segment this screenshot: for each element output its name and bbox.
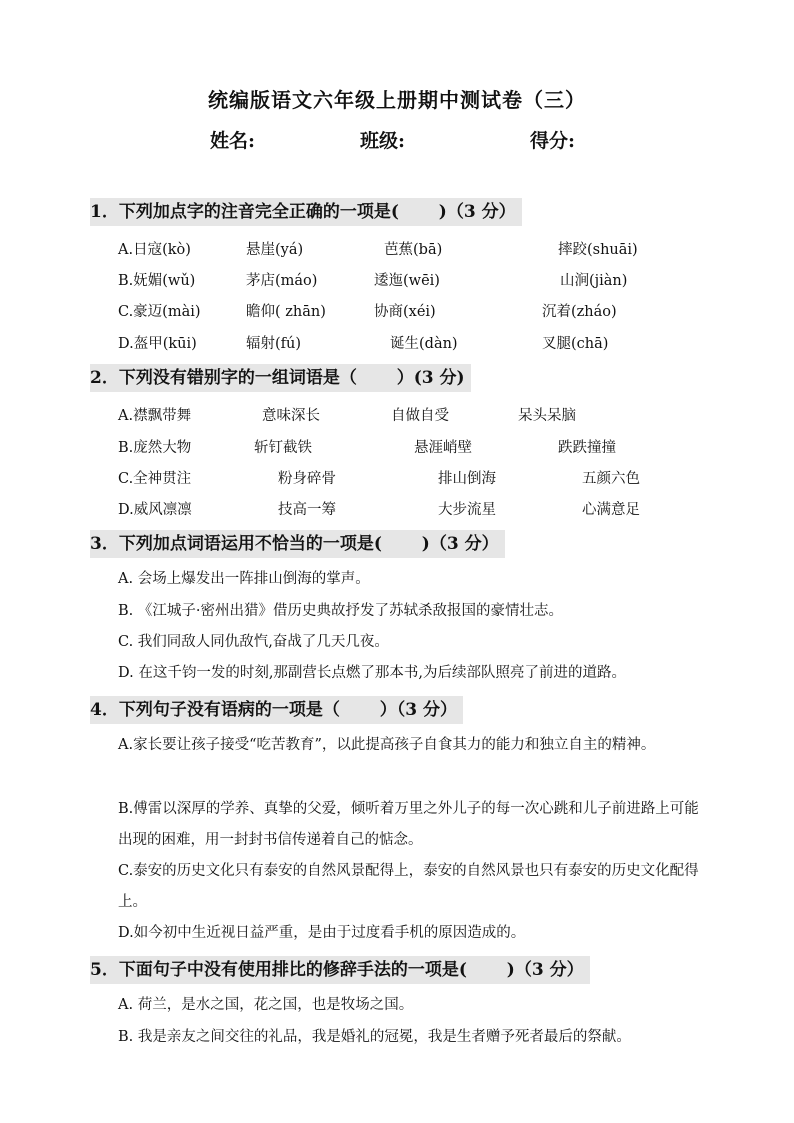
name-label: 姓名: — [210, 130, 256, 152]
question-3-stem: 3．下列加点词语运用不恰当的一项是( )（3 分） — [90, 530, 505, 558]
q2-option-c-1: C.全神贯注 — [118, 471, 192, 487]
q1-option-a-4: 摔跤(shuāi) — [558, 242, 638, 258]
q1-option-b-2: 茅店(máo) — [246, 273, 318, 289]
q1-option-c-1: C.豪迈(mài) — [118, 304, 201, 320]
q5-option-a: A. 荷兰，是水之国，花之国，也是牧场之国。 — [118, 997, 414, 1013]
q2-option-a-4: 呆头呆脑 — [518, 408, 576, 424]
q3-option-c: C. 我们同敌人同仇敌忾,奋战了几天几夜。 — [118, 634, 389, 650]
q2-option-a-1: A.襟飘带舞 — [118, 408, 192, 424]
q1-option-d-2: 辐射(fú) — [246, 336, 302, 352]
q5-option-b: B. 我是亲友之间交往的礼品，我是婚礼的冠冕，我是生者赠予死者最后的祭献。 — [118, 1029, 631, 1045]
q2-option-b-4: 跌跌撞撞 — [558, 440, 616, 456]
q2-option-d-1: D.威风凛凛 — [118, 502, 192, 518]
question-2-stem: 2．下列没有错别字的一组词语是（ ）(3 分) — [90, 364, 471, 392]
score-label: 得分: — [530, 130, 576, 152]
q4-option-d: D.如今初中生近视日益严重，是由于过度看手机的原因造成的。 — [118, 925, 526, 941]
q1-option-a-1: A.日寇(kò) — [118, 242, 191, 258]
q2-option-d-2: 技高一筹 — [278, 502, 336, 518]
q1-option-b-3: 逶迤(wēi) — [374, 273, 440, 289]
q2-option-d-4: 心满意足 — [582, 502, 640, 518]
q3-option-d: D. 在这千钧一发的时刻,那副营长点燃了那本书,为后续部队照亮了前进的道路。 — [118, 665, 627, 681]
q2-option-b-3: 悬涯峭壁 — [414, 440, 472, 456]
q4-option-c: C.泰安的历史文化只有泰安的自然风景配得上，泰安的自然风景也只有泰安的历史文化配得上。 — [118, 863, 699, 910]
exam-title: 统编版语文六年级上册期中测试卷（三） — [208, 88, 586, 112]
q1-option-c-2: 瞻仰( zhān) — [246, 304, 326, 320]
q1-option-d-4: 叉腿(chā) — [542, 336, 609, 352]
class-label: 班级: — [360, 130, 406, 152]
q2-option-a-3: 自做自受 — [391, 408, 449, 424]
q1-option-a-2: 悬崖(yá) — [246, 242, 304, 258]
q1-option-c-4: 沉着(zháo) — [542, 304, 617, 320]
q1-option-d-3: 诞生(dàn) — [390, 336, 458, 352]
q2-option-a-2: 意味深长 — [262, 408, 320, 424]
q2-option-d-3: 大步流星 — [438, 502, 496, 518]
question-5-stem: 5．下面句子中没有使用排比的修辞手法的一项是( )（3 分） — [90, 956, 590, 984]
q1-option-d-1: D.盔甲(kūi) — [118, 336, 197, 352]
q3-option-b: B. 《江城子·密州出猎》借历史典故抒发了苏轼杀敌报国的豪情壮志。 — [118, 603, 563, 619]
q2-option-c-3: 排山倒海 — [438, 471, 496, 487]
q2-option-c-2: 粉身碎骨 — [278, 471, 336, 487]
question-1-stem: 1．下列加点字的注音完全正确的一项是( )（3 分） — [90, 198, 522, 226]
question-4-stem: 4．下列句子没有语病的一项是（ ）（3 分） — [90, 696, 463, 724]
q1-option-b-1: B.妩媚(wǔ) — [118, 273, 196, 289]
q2-option-b-2: 斩钉截铁 — [254, 440, 312, 456]
q1-option-c-3: 协商(xéi) — [374, 304, 436, 320]
q2-option-c-4: 五颜六色 — [582, 471, 640, 487]
q1-option-a-3: 芭蕉(bā) — [384, 242, 443, 258]
q3-option-a: A. 会场上爆发出一阵排山倒海的掌声。 — [118, 571, 370, 587]
q4-option-b: B.傅雷以深厚的学养、真挚的父爱，倾听着万里之外儿子的每一次心跳和儿子前进路上可能出现的困难，用一封封书信传递着自己的惦念。 — [118, 801, 699, 848]
q2-option-b-1: B.庞然大物 — [118, 440, 192, 456]
q1-option-b-4: 山涧(jiàn) — [560, 273, 628, 289]
q4-option-a: A.家长要让孩子接受“吃苦教育”，以此提高孩子自食其力的能力和独立自主的精神。 — [118, 737, 656, 753]
